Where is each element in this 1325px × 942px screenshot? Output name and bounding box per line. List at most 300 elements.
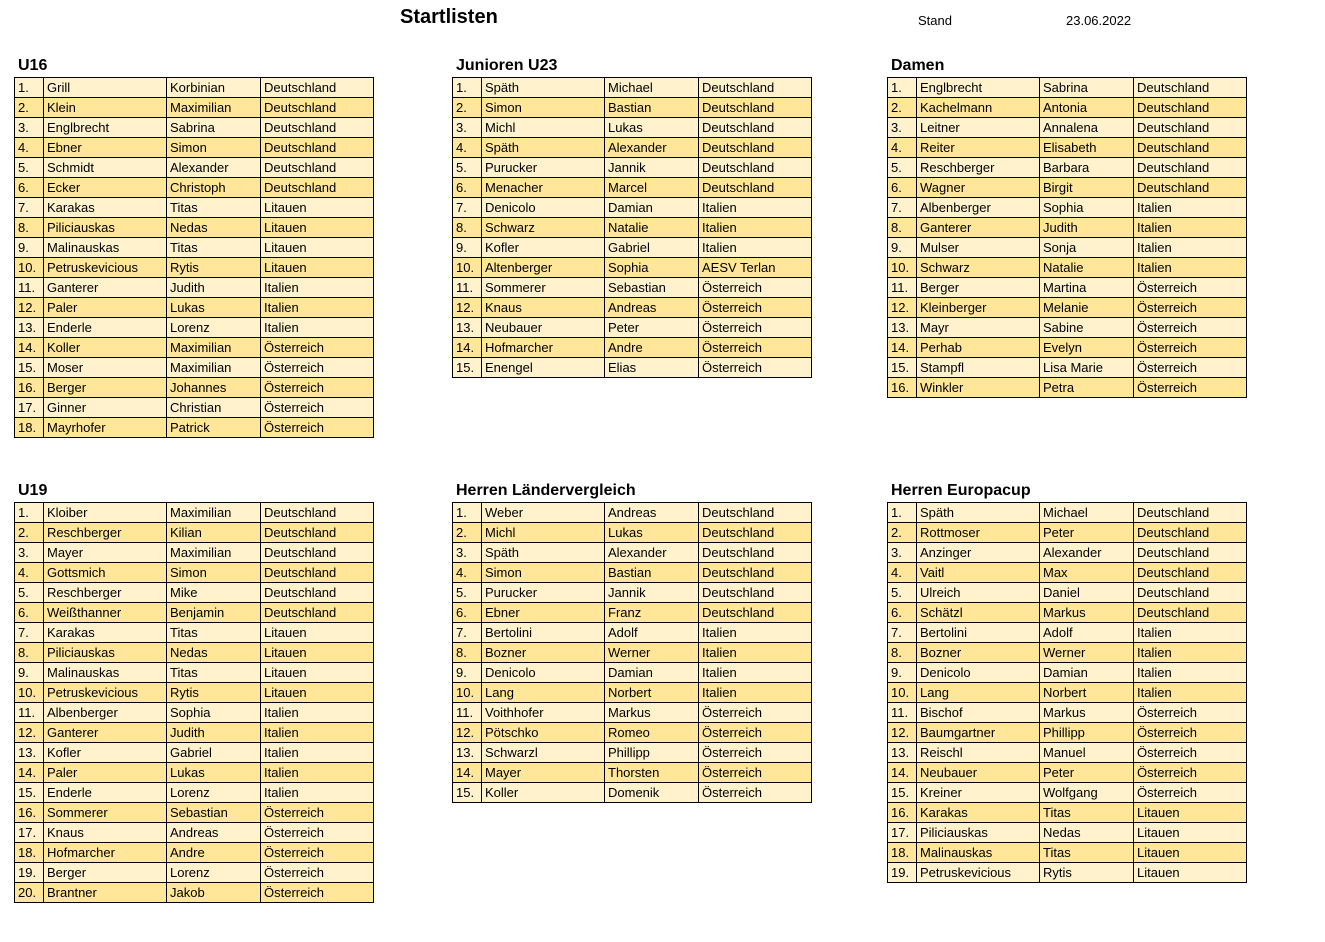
start-number-cell: 15. xyxy=(15,783,44,803)
first-name-cell: Romeo xyxy=(605,723,699,743)
first-name-cell: Marcel xyxy=(605,178,699,198)
last-name-cell: Moser xyxy=(44,358,167,378)
start-number-cell: 4. xyxy=(888,563,917,583)
start-number-cell: 19. xyxy=(888,863,917,883)
first-name-cell: Andreas xyxy=(605,298,699,318)
first-name-cell: Peter xyxy=(1040,523,1134,543)
table-row xyxy=(15,418,374,438)
table-row xyxy=(15,823,374,843)
first-name-cell: Maximilian xyxy=(167,503,261,523)
start-number-cell: 8. xyxy=(15,218,44,238)
last-name-cell: Ganterer xyxy=(44,723,167,743)
table-row xyxy=(888,138,1247,158)
last-name-cell: Schwarz xyxy=(917,258,1040,278)
country-cell: Österreich xyxy=(699,703,812,723)
table-row xyxy=(453,583,812,603)
start-number-cell: 14. xyxy=(888,763,917,783)
start-number-cell: 8. xyxy=(453,643,482,663)
first-name-cell: Lisa Marie xyxy=(1040,358,1134,378)
first-name-cell: Max xyxy=(1040,563,1134,583)
first-name-cell: Sabine xyxy=(1040,318,1134,338)
start-number-cell: 1. xyxy=(453,503,482,523)
first-name-cell: Elias xyxy=(605,358,699,378)
last-name-cell: Mayrhofer xyxy=(44,418,167,438)
last-name-cell: Brantner xyxy=(44,883,167,903)
start-number-cell: 12. xyxy=(453,298,482,318)
start-number-cell: 13. xyxy=(888,743,917,763)
country-cell: Deutschland xyxy=(699,178,812,198)
country-cell: Österreich xyxy=(699,723,812,743)
first-name-cell: Gabriel xyxy=(167,743,261,763)
table-row xyxy=(453,703,812,723)
last-name-cell: Stampfl xyxy=(917,358,1040,378)
last-name-cell: Späth xyxy=(917,503,1040,523)
last-name-cell: Purucker xyxy=(482,158,605,178)
last-name-cell: Berger xyxy=(917,278,1040,298)
last-name-cell: Petruskevicious xyxy=(44,683,167,703)
country-cell: Litauen xyxy=(1134,843,1247,863)
start-number-cell: 4. xyxy=(453,138,482,158)
table-row xyxy=(15,258,374,278)
country-cell: Deutschland xyxy=(699,98,812,118)
first-name-cell: Titas xyxy=(1040,803,1134,823)
start-number-cell: 6. xyxy=(15,178,44,198)
start-number-cell: 11. xyxy=(15,278,44,298)
startlist-table xyxy=(887,77,1247,398)
start-number-cell: 11. xyxy=(888,278,917,298)
table-row xyxy=(888,218,1247,238)
table-row xyxy=(888,338,1247,358)
country-cell: Italien xyxy=(261,298,374,318)
country-cell: Italien xyxy=(1134,663,1247,683)
last-name-cell: Reschberger xyxy=(44,583,167,603)
last-name-cell: Klein xyxy=(44,98,167,118)
last-name-cell: Schwarz xyxy=(482,218,605,238)
last-name-cell: Hofmarcher xyxy=(44,843,167,863)
table-row xyxy=(888,843,1247,863)
table-row xyxy=(453,543,812,563)
first-name-cell: Adolf xyxy=(605,623,699,643)
first-name-cell: Titas xyxy=(167,663,261,683)
first-name-cell: Alexander xyxy=(1040,543,1134,563)
last-name-cell: Malinauskas xyxy=(44,663,167,683)
table-row xyxy=(15,318,374,338)
start-number-cell: 9. xyxy=(888,238,917,258)
last-name-cell: Ulreich xyxy=(917,583,1040,603)
country-cell: Österreich xyxy=(1134,743,1247,763)
last-name-cell: Ginner xyxy=(44,398,167,418)
start-number-cell: 8. xyxy=(888,218,917,238)
first-name-cell: Jannik xyxy=(605,158,699,178)
country-cell: Italien xyxy=(1134,683,1247,703)
country-cell: Deutschland xyxy=(261,563,374,583)
last-name-cell: Grill xyxy=(44,78,167,98)
first-name-cell: Sebastian xyxy=(605,278,699,298)
table-row xyxy=(15,843,374,863)
start-number-cell: 11. xyxy=(888,703,917,723)
last-name-cell: Reschberger xyxy=(44,523,167,543)
table-row xyxy=(888,503,1247,523)
first-name-cell: Natalie xyxy=(605,218,699,238)
first-name-cell: Andre xyxy=(605,338,699,358)
table-row xyxy=(15,298,374,318)
startlist-table xyxy=(452,77,812,378)
last-name-cell: Malinauskas xyxy=(917,843,1040,863)
start-number-cell: 1. xyxy=(453,78,482,98)
first-name-cell: Titas xyxy=(1040,843,1134,863)
start-number-cell: 12. xyxy=(15,298,44,318)
first-name-cell: Damian xyxy=(605,198,699,218)
last-name-cell: Kofler xyxy=(482,238,605,258)
country-cell: Litauen xyxy=(261,198,374,218)
last-name-cell: Vaitl xyxy=(917,563,1040,583)
country-cell: Deutschland xyxy=(1134,118,1247,138)
country-cell: Österreich xyxy=(699,743,812,763)
start-number-cell: 12. xyxy=(888,298,917,318)
table-row xyxy=(888,278,1247,298)
country-cell: Litauen xyxy=(261,218,374,238)
first-name-cell: Christian xyxy=(167,398,261,418)
table-row xyxy=(453,278,812,298)
table-row xyxy=(15,118,374,138)
last-name-cell: Späth xyxy=(482,543,605,563)
start-number-cell: 6. xyxy=(15,603,44,623)
table-row xyxy=(15,623,374,643)
start-number-cell: 1. xyxy=(888,78,917,98)
table-row xyxy=(888,583,1247,603)
first-name-cell: Birgit xyxy=(1040,178,1134,198)
first-name-cell: Sabrina xyxy=(1040,78,1134,98)
last-name-cell: Ebner xyxy=(482,603,605,623)
start-number-cell: 9. xyxy=(453,663,482,683)
first-name-cell: Maximilian xyxy=(167,543,261,563)
table-row xyxy=(15,803,374,823)
start-number-cell: 7. xyxy=(15,623,44,643)
country-cell: Deutschland xyxy=(699,138,812,158)
last-name-cell: Simon xyxy=(482,98,605,118)
country-cell: Deutschland xyxy=(261,78,374,98)
start-number-cell: 7. xyxy=(453,623,482,643)
start-number-cell: 18. xyxy=(888,843,917,863)
table-row xyxy=(453,743,812,763)
first-name-cell: Titas xyxy=(167,238,261,258)
start-number-cell: 6. xyxy=(888,178,917,198)
country-cell: Deutschland xyxy=(699,603,812,623)
start-number-cell: 15. xyxy=(15,358,44,378)
country-cell: Österreich xyxy=(261,398,374,418)
first-name-cell: Norbert xyxy=(605,683,699,703)
table-row xyxy=(888,603,1247,623)
first-name-cell: Jannik xyxy=(605,583,699,603)
country-cell: Österreich xyxy=(1134,378,1247,398)
first-name-cell: Maximilian xyxy=(167,98,261,118)
start-number-cell: 14. xyxy=(453,763,482,783)
table-row xyxy=(888,863,1247,883)
first-name-cell: Domenik xyxy=(605,783,699,803)
start-number-cell: 6. xyxy=(453,178,482,198)
first-name-cell: Damian xyxy=(1040,663,1134,683)
table-row xyxy=(888,378,1247,398)
last-name-cell: Bozner xyxy=(482,643,605,663)
start-number-cell: 4. xyxy=(453,563,482,583)
country-cell: Österreich xyxy=(699,278,812,298)
last-name-cell: Piliciauskas xyxy=(44,218,167,238)
last-name-cell: Ganterer xyxy=(44,278,167,298)
country-cell: Deutschland xyxy=(699,583,812,603)
country-cell: Deutschland xyxy=(261,178,374,198)
country-cell: Litauen xyxy=(261,683,374,703)
country-cell: Italien xyxy=(261,783,374,803)
last-name-cell: Mayer xyxy=(482,763,605,783)
country-cell: Deutschland xyxy=(699,118,812,138)
section-damen xyxy=(887,55,1247,398)
table-row xyxy=(15,523,374,543)
first-name-cell: Alexander xyxy=(605,138,699,158)
last-name-cell: Reischl xyxy=(917,743,1040,763)
country-cell: Deutschland xyxy=(1134,563,1247,583)
first-name-cell: Patrick xyxy=(167,418,261,438)
first-name-cell: Lorenz xyxy=(167,863,261,883)
country-cell: Italien xyxy=(699,683,812,703)
last-name-cell: Sommerer xyxy=(482,278,605,298)
country-cell: Deutschland xyxy=(261,523,374,543)
start-number-cell: 1. xyxy=(888,503,917,523)
first-name-cell: Andre xyxy=(167,843,261,863)
last-name-cell: Lang xyxy=(917,683,1040,703)
start-number-cell: 2. xyxy=(888,523,917,543)
start-number-cell: 3. xyxy=(453,543,482,563)
last-name-cell: Ecker xyxy=(44,178,167,198)
first-name-cell: Sophia xyxy=(1040,198,1134,218)
first-name-cell: Phillipp xyxy=(605,743,699,763)
last-name-cell: Pötschko xyxy=(482,723,605,743)
last-name-cell: Lang xyxy=(482,683,605,703)
first-name-cell: Korbinian xyxy=(167,78,261,98)
table-row xyxy=(453,218,812,238)
last-name-cell: Petruskevicious xyxy=(917,863,1040,883)
last-name-cell: Knaus xyxy=(482,298,605,318)
last-name-cell: Menacher xyxy=(482,178,605,198)
country-cell: Österreich xyxy=(1134,703,1247,723)
country-cell: Deutschland xyxy=(1134,138,1247,158)
table-row xyxy=(453,98,812,118)
first-name-cell: Simon xyxy=(167,563,261,583)
table-row xyxy=(888,723,1247,743)
start-number-cell: 15. xyxy=(888,783,917,803)
last-name-cell: Baumgartner xyxy=(917,723,1040,743)
last-name-cell: Berger xyxy=(44,378,167,398)
start-number-cell: 17. xyxy=(15,823,44,843)
first-name-cell: Sophia xyxy=(605,258,699,278)
start-number-cell: 5. xyxy=(888,158,917,178)
last-name-cell: Schwarzl xyxy=(482,743,605,763)
last-name-cell: Koller xyxy=(482,783,605,803)
table-row xyxy=(15,743,374,763)
start-number-cell: 14. xyxy=(15,338,44,358)
table-row xyxy=(15,398,374,418)
start-number-cell: 19. xyxy=(15,863,44,883)
last-name-cell: Denicolo xyxy=(482,198,605,218)
start-number-cell: 20. xyxy=(15,883,44,903)
country-cell: Deutschland xyxy=(1134,603,1247,623)
first-name-cell: Elisabeth xyxy=(1040,138,1134,158)
start-number-cell: 9. xyxy=(453,238,482,258)
start-number-cell: 1. xyxy=(15,78,44,98)
table-row xyxy=(888,358,1247,378)
country-cell: Deutschland xyxy=(261,583,374,603)
first-name-cell: Sabrina xyxy=(167,118,261,138)
last-name-cell: Enderle xyxy=(44,783,167,803)
table-row xyxy=(453,258,812,278)
last-name-cell: Bischof xyxy=(917,703,1040,723)
table-row xyxy=(453,503,812,523)
last-name-cell: Ganterer xyxy=(917,218,1040,238)
first-name-cell: Alexander xyxy=(605,543,699,563)
table-row xyxy=(15,883,374,903)
start-number-cell: 5. xyxy=(15,583,44,603)
country-cell: Litauen xyxy=(261,663,374,683)
country-cell: Litauen xyxy=(261,258,374,278)
section-u16 xyxy=(14,55,374,438)
table-row xyxy=(888,803,1247,823)
section-title: Junioren U23 xyxy=(456,57,558,74)
table-row xyxy=(453,198,812,218)
last-name-cell: Weißthanner xyxy=(44,603,167,623)
country-cell: Deutschland xyxy=(261,603,374,623)
table-row xyxy=(15,278,374,298)
last-name-cell: Neubauer xyxy=(917,763,1040,783)
start-number-cell: 2. xyxy=(453,523,482,543)
country-cell: Österreich xyxy=(699,763,812,783)
start-number-cell: 16. xyxy=(888,803,917,823)
start-number-cell: 17. xyxy=(888,823,917,843)
table-row xyxy=(888,318,1247,338)
table-row xyxy=(15,178,374,198)
table-row xyxy=(453,238,812,258)
last-name-cell: Enengel xyxy=(482,358,605,378)
start-number-cell: 10. xyxy=(453,258,482,278)
table-row xyxy=(15,98,374,118)
last-name-cell: Hofmarcher xyxy=(482,338,605,358)
start-number-cell: 3. xyxy=(453,118,482,138)
table-row xyxy=(888,258,1247,278)
country-cell: Italien xyxy=(261,278,374,298)
country-cell: Italien xyxy=(261,703,374,723)
start-number-cell: 11. xyxy=(453,278,482,298)
country-cell: Litauen xyxy=(1134,863,1247,883)
start-number-cell: 13. xyxy=(453,318,482,338)
table-row xyxy=(15,138,374,158)
country-cell: Deutschland xyxy=(1134,543,1247,563)
start-number-cell: 18. xyxy=(15,418,44,438)
table-row xyxy=(888,198,1247,218)
last-name-cell: Mulser xyxy=(917,238,1040,258)
country-cell: Italien xyxy=(699,238,812,258)
first-name-cell: Judith xyxy=(1040,218,1134,238)
start-number-cell: 16. xyxy=(15,378,44,398)
start-number-cell: 7. xyxy=(15,198,44,218)
country-cell: Litauen xyxy=(1134,803,1247,823)
start-number-cell: 5. xyxy=(453,583,482,603)
table-row xyxy=(453,603,812,623)
first-name-cell: Nedas xyxy=(167,643,261,663)
start-number-cell: 9. xyxy=(888,663,917,683)
start-number-cell: 10. xyxy=(888,258,917,278)
startlist-table xyxy=(14,77,374,438)
table-row xyxy=(15,78,374,98)
country-cell: Deutschland xyxy=(1134,78,1247,98)
last-name-cell: Sommerer xyxy=(44,803,167,823)
first-name-cell: Rytis xyxy=(1040,863,1134,883)
startlist-table xyxy=(452,502,812,803)
table-row xyxy=(453,158,812,178)
first-name-cell: Christoph xyxy=(167,178,261,198)
first-name-cell: Daniel xyxy=(1040,583,1134,603)
country-cell: Italien xyxy=(261,318,374,338)
last-name-cell: Michl xyxy=(482,118,605,138)
start-number-cell: 9. xyxy=(15,238,44,258)
last-name-cell: Denicolo xyxy=(482,663,605,683)
start-number-cell: 13. xyxy=(15,318,44,338)
last-name-cell: Englbrecht xyxy=(917,78,1040,98)
first-name-cell: Lukas xyxy=(605,118,699,138)
country-cell: Italien xyxy=(699,198,812,218)
last-name-cell: Paler xyxy=(44,298,167,318)
table-row xyxy=(15,723,374,743)
table-row xyxy=(888,543,1247,563)
start-number-cell: 8. xyxy=(15,643,44,663)
first-name-cell: Titas xyxy=(167,623,261,643)
start-number-cell: 13. xyxy=(888,318,917,338)
first-name-cell: Michael xyxy=(1040,503,1134,523)
first-name-cell: Judith xyxy=(167,278,261,298)
table-row xyxy=(888,78,1247,98)
country-cell: Italien xyxy=(261,763,374,783)
last-name-cell: Kleinberger xyxy=(917,298,1040,318)
table-row xyxy=(15,583,374,603)
table-row xyxy=(15,563,374,583)
first-name-cell: Melanie xyxy=(1040,298,1134,318)
last-name-cell: Piliciauskas xyxy=(44,643,167,663)
country-cell: Litauen xyxy=(1134,823,1247,843)
table-row xyxy=(888,703,1247,723)
start-number-cell: 14. xyxy=(453,338,482,358)
country-cell: Österreich xyxy=(1134,318,1247,338)
country-cell: Italien xyxy=(1134,258,1247,278)
last-name-cell: Voithhofer xyxy=(482,703,605,723)
first-name-cell: Simon xyxy=(167,138,261,158)
table-row xyxy=(453,723,812,743)
country-cell: Österreich xyxy=(1134,338,1247,358)
table-row xyxy=(453,118,812,138)
table-row xyxy=(453,78,812,98)
country-cell: Deutschland xyxy=(699,563,812,583)
table-row xyxy=(888,238,1247,258)
first-name-cell: Evelyn xyxy=(1040,338,1134,358)
table-row xyxy=(888,623,1247,643)
table-row xyxy=(15,603,374,623)
first-name-cell: Martina xyxy=(1040,278,1134,298)
last-name-cell: Schätzl xyxy=(917,603,1040,623)
table-row xyxy=(453,523,812,543)
table-row xyxy=(15,158,374,178)
first-name-cell: Petra xyxy=(1040,378,1134,398)
last-name-cell: Koller xyxy=(44,338,167,358)
last-name-cell: Weber xyxy=(482,503,605,523)
first-name-cell: Markus xyxy=(1040,603,1134,623)
country-cell: Deutschland xyxy=(699,543,812,563)
country-cell: Deutschland xyxy=(1134,523,1247,543)
